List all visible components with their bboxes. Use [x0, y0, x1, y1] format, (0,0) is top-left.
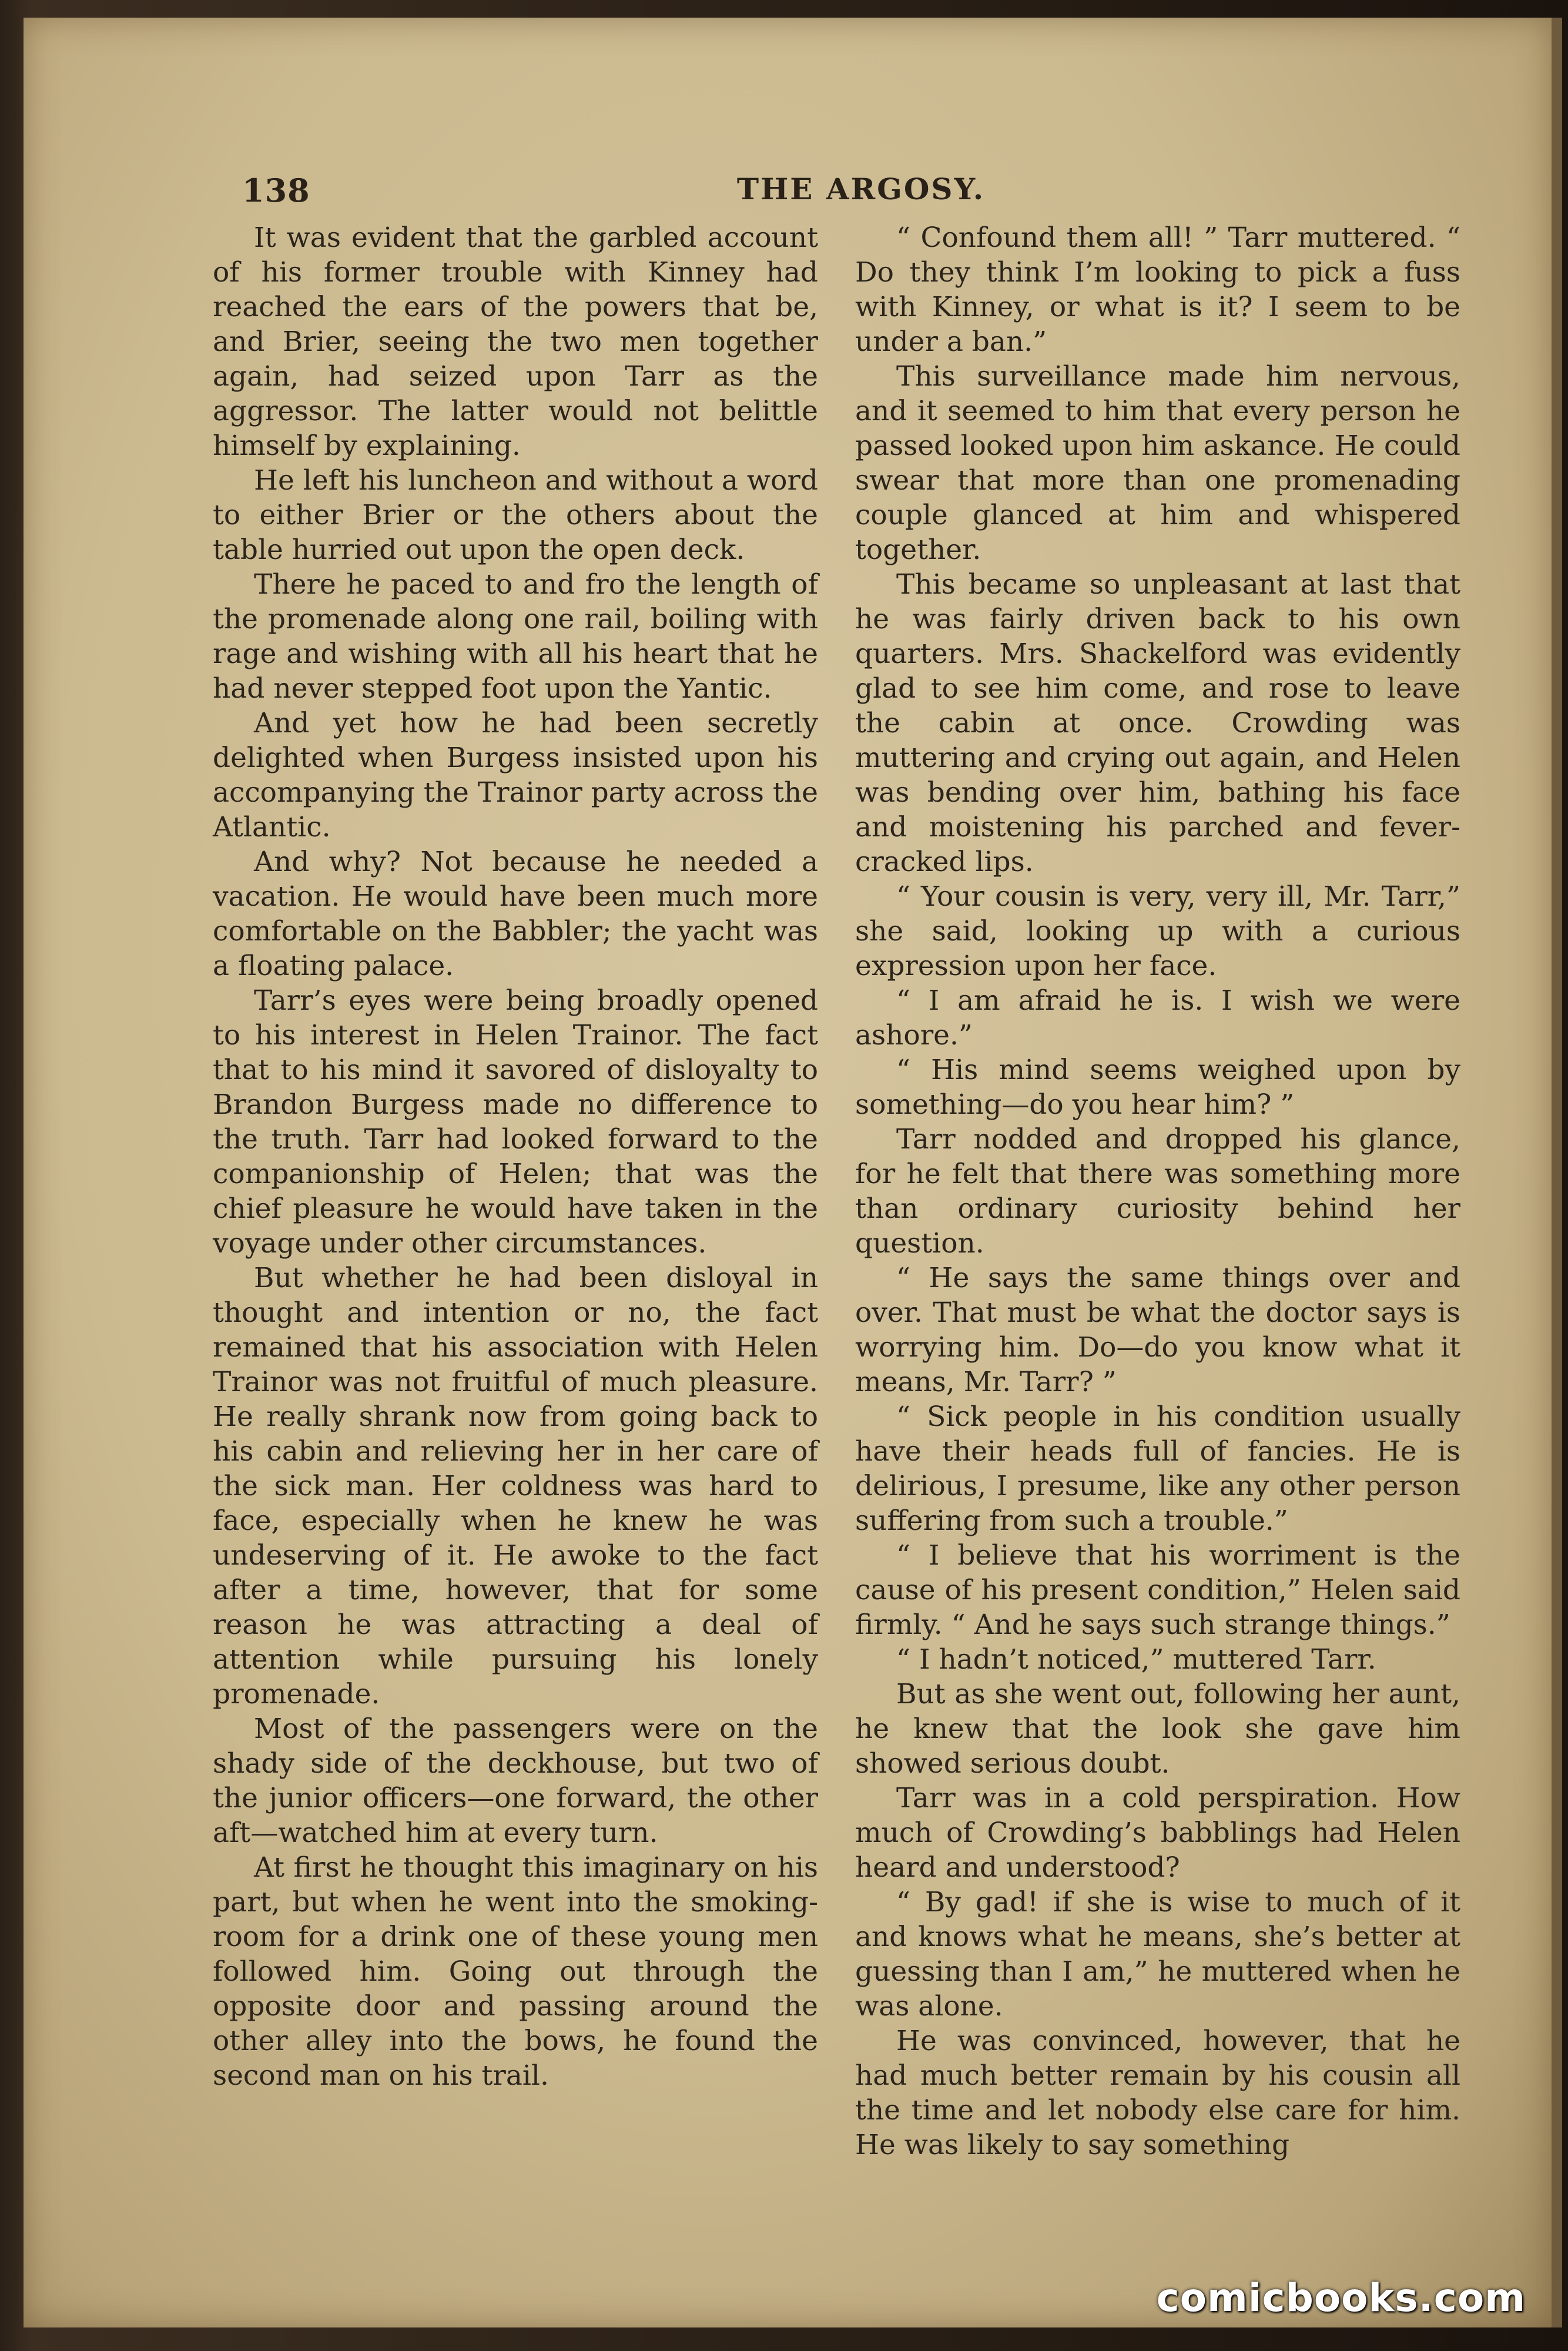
paragraph: Most of the passengers were on the shady side of the deckhouse, but two of the junior officers—one forward, the other aft—watched him at every turn.: [213, 1713, 818, 1849]
watermark: comicbooks.com: [1156, 2275, 1526, 2320]
paragraph: But as she went out, following her aunt, he knew that the look she gave him showed serious doubt.: [855, 1678, 1460, 1780]
paragraph: “ I hadn’t noticed,” muttered Tarr.: [896, 1643, 1376, 1676]
paragraph: Tarr’s eyes were being broadly opened to his interest in Helen Trainor. The fact that to his mind it savored of disloyalty to Brandon Burgess made no difference to the truth. Tarr had looked forward to the companionship of Helen; that was the chief pleasure he would have taken in the voyage under other circumstances.: [213, 984, 818, 1260]
paragraph: “ I believe that his worriment is the cause of his present condition,” Helen said firmly. “ And he says such strange things.”: [855, 1539, 1460, 1641]
paragraph: This became so unpleasant at last that he was fairly driven back to his own quarters. Mrs. Shackelford was evidently glad to see him come, and rose to leave the cabin at once. Crowding was muttering and crying out again, and Helen was bending over him, bathing his face and moistening his parched and fever-cracked lips.: [855, 568, 1460, 878]
page-number: 138: [242, 172, 310, 209]
paragraph: And why? Not because he needed a vacation. He would have been much more comfortable on the Babbler; the yacht was a floating palace.: [213, 846, 818, 982]
page-header: [229, 172, 1493, 213]
paragraph: And yet how he had been secretly delighted when Burgess insisted upon his accompanying the Trainor party across the Atlantic.: [213, 707, 818, 843]
paragraph: “ By gad! if she is wise to much of it and knows what he means, she’s better at guessing than I am,” he muttered when he was alone.: [855, 1886, 1460, 2022]
running-title: THE ARGOSY.: [736, 172, 986, 206]
paragraph: But whether he had been disloyal in thought and intention or no, the fact remained that his association with Helen Trainor was not fruitful of much pleasure. He really shrank now from going back to his cabin and relieving her in her care of the sick man. Her coldness was hard to face, especially when he knew he was undeserving of it. He awoke to the fact after a time, however, that for some reason he was attracting a deal of attention while pursuing his lonely promenade.: [213, 1262, 818, 1710]
paragraph: There he paced to and fro the length of the promenade along one rail, boiling with rage and wishing with all his heart that he had never stepped foot upon the Yantic.: [213, 568, 818, 705]
left-text-column: [213, 220, 818, 2093]
right-text-column: [855, 220, 1460, 2162]
paragraph: Tarr was in a cold perspiration. How much of Crowding’s babblings had Helen heard and understood?: [855, 1782, 1460, 1884]
paragraph: It was evident that the garbled account of his former trouble with Kinney had reached the ears of the powers that be, and Brier, seeing the two men together again, had seized upon Tarr as the aggressor. The latter would not belittle himself by explaining.: [213, 222, 818, 462]
paragraph: “ I am afraid he is. I wish we were ashore.”: [855, 984, 1460, 1051]
paragraph: “ Sick people in his condition usually have their heads full of fancies. He is delirious, I presume, like any other person suffering from such a trouble.”: [855, 1401, 1460, 1537]
paragraph: “ His mind seems weighed upon by something—do you hear him? ”: [855, 1054, 1460, 1121]
paragraph: “ Confound them all! ” Tarr muttered. “ Do they think I’m looking to pick a fuss with Kinney, or what is it? I seem to be under a ban.”: [855, 222, 1460, 358]
paragraph: “ Your cousin is very, very ill, Mr. Tarr,” she said, looking up with a curious expression upon her face.: [855, 880, 1460, 982]
paragraph: He left his luncheon and without a word to either Brier or the others about the table hurried out upon the open deck.: [213, 464, 818, 566]
paragraph: “ He says the same things over and over. That must be what the doctor says is worrying him. Do—do you know what it means, Mr. Tarr? ”: [855, 1262, 1460, 1398]
paragraph: Tarr nodded and dropped his glance, for he felt that there was something more than ordinary curiosity behind her question.: [855, 1123, 1460, 1260]
paragraph: He was convinced, however, that he had much better remain by his cousin all the time and let nobody else care for him. He was likely to say something: [855, 2025, 1460, 2161]
paragraph: This surveillance made him nervous, and it seemed to him that every person he passed looked upon him askance. He could swear that more than one promenading couple glanced at him and whispered together.: [855, 360, 1460, 566]
paragraph: At first he thought this imaginary on his part, but when he went into the smoking-room for a drink one of these young men followed him. Going out through the opposite door and passing around the other alley into the bows, he found the second man on his trail.: [213, 1851, 818, 2092]
